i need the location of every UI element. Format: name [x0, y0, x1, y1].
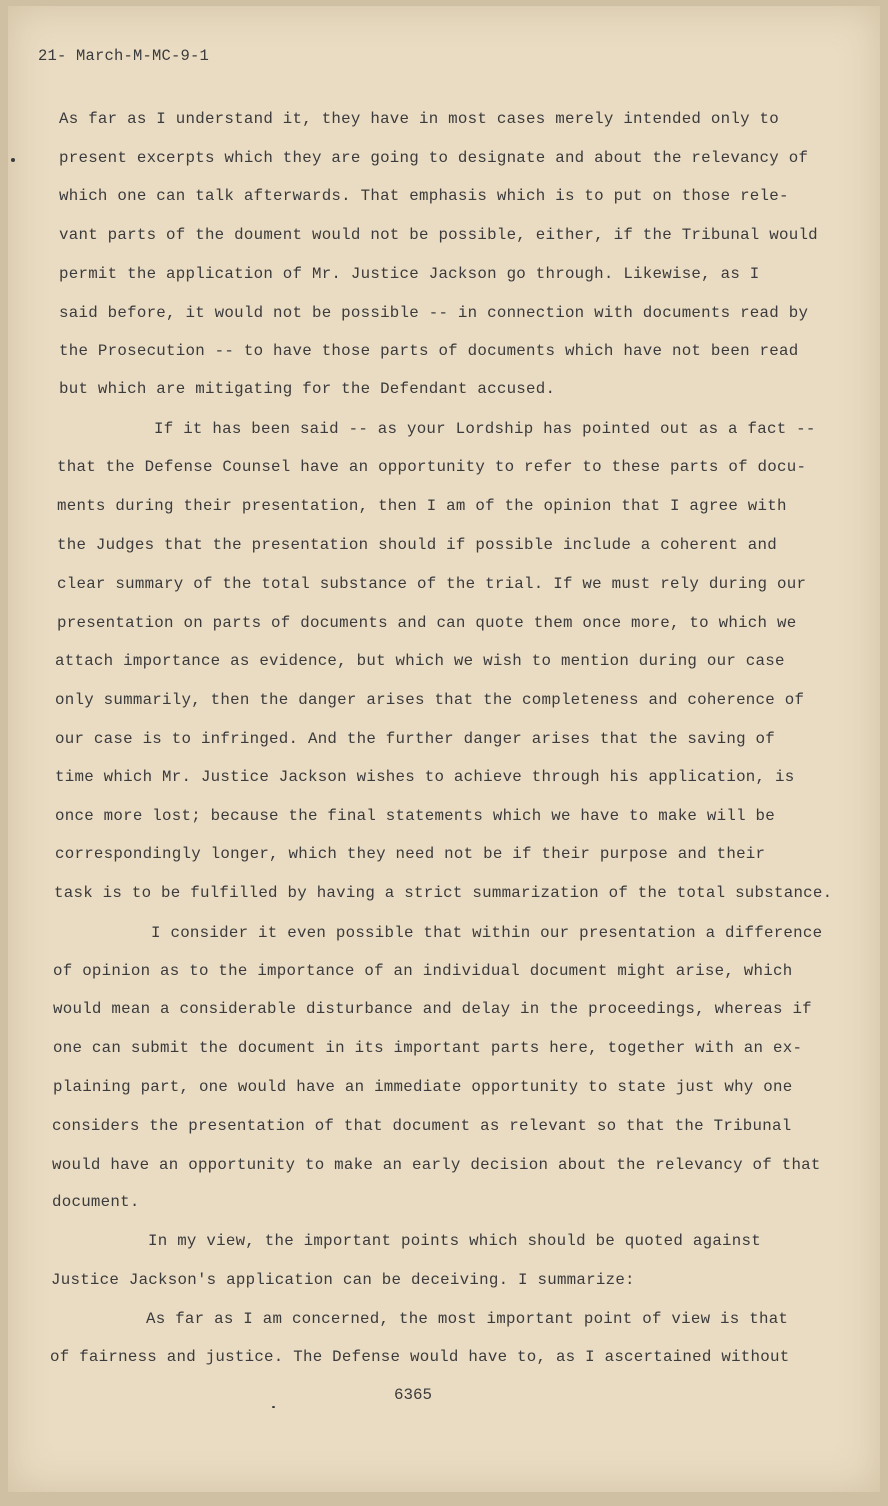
text-line: vant parts of the doument would not be possible, either, if the Tribunal would: [59, 226, 818, 244]
text-line: attach importance as evidence, but which we wish to mention during our case: [55, 652, 785, 670]
text-line: time which Mr. Justice Jackson wishes to achieve through his application, is: [55, 768, 795, 786]
text-line: ments during their presentation, then I am of the opinion that I agree with: [57, 497, 787, 515]
text-line: present excerpts which they are going to designate and about the relevancy of: [59, 149, 809, 167]
ink-speck: [11, 158, 15, 162]
text-line: which one can talk afterwards. That emphasis which is to put on those rele-: [59, 187, 789, 205]
text-line: only summarily, then the danger arises that the completeness and coherence of: [55, 691, 805, 709]
text-line: plaining part, one would have an immediate opportunity to state just why one: [53, 1078, 793, 1096]
text-line: task is to be fulfilled by having a strict summarization of the total substance.: [54, 884, 833, 902]
text-line: As far as I am concerned, the most important point of view is that: [146, 1310, 789, 1328]
text-line: Justice Jackson's application can be deceiving. I summarize:: [51, 1271, 635, 1289]
text-line: clear summary of the total substance of the trial. If we must rely during our: [57, 575, 807, 593]
text-line: document.: [52, 1193, 140, 1211]
text-line: the Judges that the presentation should if possible include a coherent and: [57, 536, 777, 554]
text-line: that the Defense Counsel have an opportunity to refer to these parts of docu-: [57, 458, 807, 476]
text-line: If it has been said -- as your Lordship has pointed out as a fact --: [154, 420, 816, 438]
text-line: said before, it would not be possible -- in connection with documents read by: [59, 304, 809, 322]
text-line: In my view, the important points which should be quoted against: [148, 1232, 761, 1250]
text-line: would have an opportunity to make an early decision about the relevancy of that: [52, 1156, 821, 1174]
text-line: our case is to infringed. And the further danger arises that the saving of: [55, 730, 775, 748]
text-line: presentation on parts of documents and can quote them once more, to which we: [57, 614, 797, 632]
text-line: the Prosecution -- to have those parts of documents which have not been read: [59, 342, 799, 360]
text-line: permit the application of Mr. Justice Jackson go through. Likewise, as I: [59, 265, 760, 283]
text-line: but which are mitigating for the Defendant accused.: [59, 380, 556, 398]
text-line: I consider it even possible that within our presentation a difference: [151, 924, 823, 942]
page-number: 6365: [394, 1386, 432, 1404]
text-line: correspondingly longer, which they need not be if their purpose and their: [55, 845, 766, 863]
text-line: would mean a considerable disturbance and delay in the proceedings, whereas if: [53, 1000, 812, 1018]
text-line: considers the presentation of that document as relevant so that the Tribunal: [52, 1117, 792, 1135]
text-line: As far as I understand it, they have in most cases merely intended only to: [59, 110, 779, 128]
text-line: of fairness and justice. The Defense would have to, as I ascertained without: [50, 1348, 790, 1366]
ink-speck: [272, 1406, 275, 1408]
text-line: of opinion as to the importance of an individual document might arise, which: [53, 962, 793, 980]
text-line: once more lost; because the final statements which we have to make will be: [55, 807, 775, 825]
text-line: one can submit the document in its important parts here, together with an ex-: [53, 1039, 803, 1057]
page-header-code: 21- March-M-MC-9-1: [38, 47, 210, 65]
typed-page: [8, 6, 880, 1492]
